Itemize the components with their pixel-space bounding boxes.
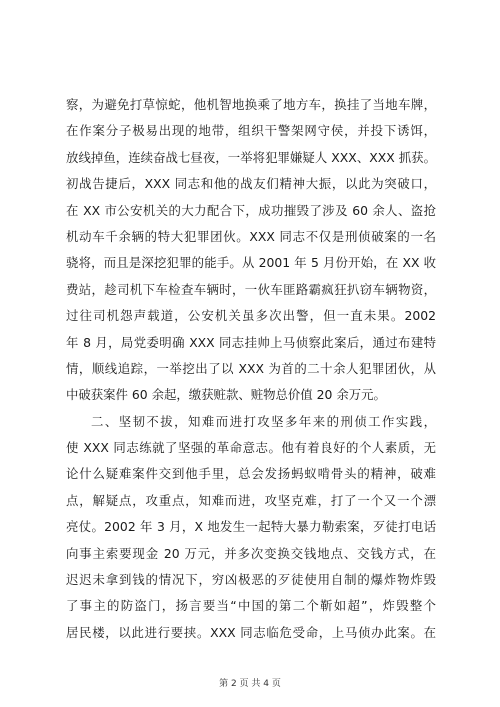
text-line: 骁将，而且是深挖犯罪的能手。从 2001 年 5 月份开始，在 XX 收 — [66, 255, 436, 271]
text-line: 亮仗。2002 年 3 月，X 地发生一起特大暴力勒索案，歹徒打电话 — [66, 519, 436, 535]
text-line: 在 XX 市公安机关的大力配合下，成功摧毁了涉及 60 余人、盗抢 — [66, 202, 436, 218]
text-line: 年 8 月，局党委明确 XXX 同志挂帅上马侦察此案后，通过布建特 — [66, 334, 436, 350]
text-line: 初战告捷后，XXX 同志和他的战友们精神大振，以此为突破口， — [66, 176, 436, 192]
paragraph-end-line: 中破获案件 60 余起，缴获赃款、赃物总价值 20 余万元。 — [66, 387, 386, 403]
page-footer: 第 2 页 共 4 页 — [219, 679, 281, 689]
text-line: 了事主的防盗门，扬言要当“中国的第二个靳如超”，炸毁整个 — [66, 598, 436, 614]
text-line: 察，为避免打草惊蛇，他机智地换乘了地方车，换挂了当地车牌， — [66, 97, 436, 112]
text-line: 费站，趁司机下车检查车辆时，一伙车匪路霸疯狂扒窃车辆物资， — [66, 281, 436, 297]
text-line: 居民楼，以此进行要挟。XXX 同志临危受命，上马侦办此案。在 — [66, 624, 436, 640]
text-line: 向事主索要现金 20 万元，并多次变换交钱地点、交钱方式，在 — [66, 545, 436, 561]
text-line: 情，顺线追踪，一举挖出了以 XXX 为首的二十余人犯罪团伙，从 — [66, 360, 436, 376]
section-heading-line: 二、坚韧不拔，知难而进打攻坚多年来的刑侦工作实践， — [91, 413, 436, 429]
text-line: 过往司机怨声载道，公安机关虽多次出警，但一直未果。2002 — [66, 308, 436, 324]
text-line: 点，解疑点，攻重点，知难而进，攻坚克难，打了一个又一个漂 — [66, 492, 436, 508]
text-line: 论什么疑难案件交到他手里，总会发扬蚂蚁啃骨头的精神，破难 — [66, 466, 436, 482]
text-line: 使 XXX 同志练就了坚强的革命意志。他有着良好的个人素质，无 — [66, 440, 436, 456]
text-line: 迟迟未拿到钱的情况下，穷凶极恶的歹徒使用自制的爆炸物炸毁 — [66, 572, 436, 588]
body-text — [66, 92, 436, 646]
text-line: 机动车千余辆的特大犯罪团伙。XXX 同志不仅是刑侦破案的一名 — [66, 228, 436, 244]
text-line: 在作案分子极易出现的地带，组织干警架网守侯，并投下诱饵， — [66, 123, 436, 139]
text-line: 放线掉鱼，连续奋战七昼夜，一举将犯罪嫌疑人 XXX、XXX 抓获。 — [66, 149, 436, 165]
